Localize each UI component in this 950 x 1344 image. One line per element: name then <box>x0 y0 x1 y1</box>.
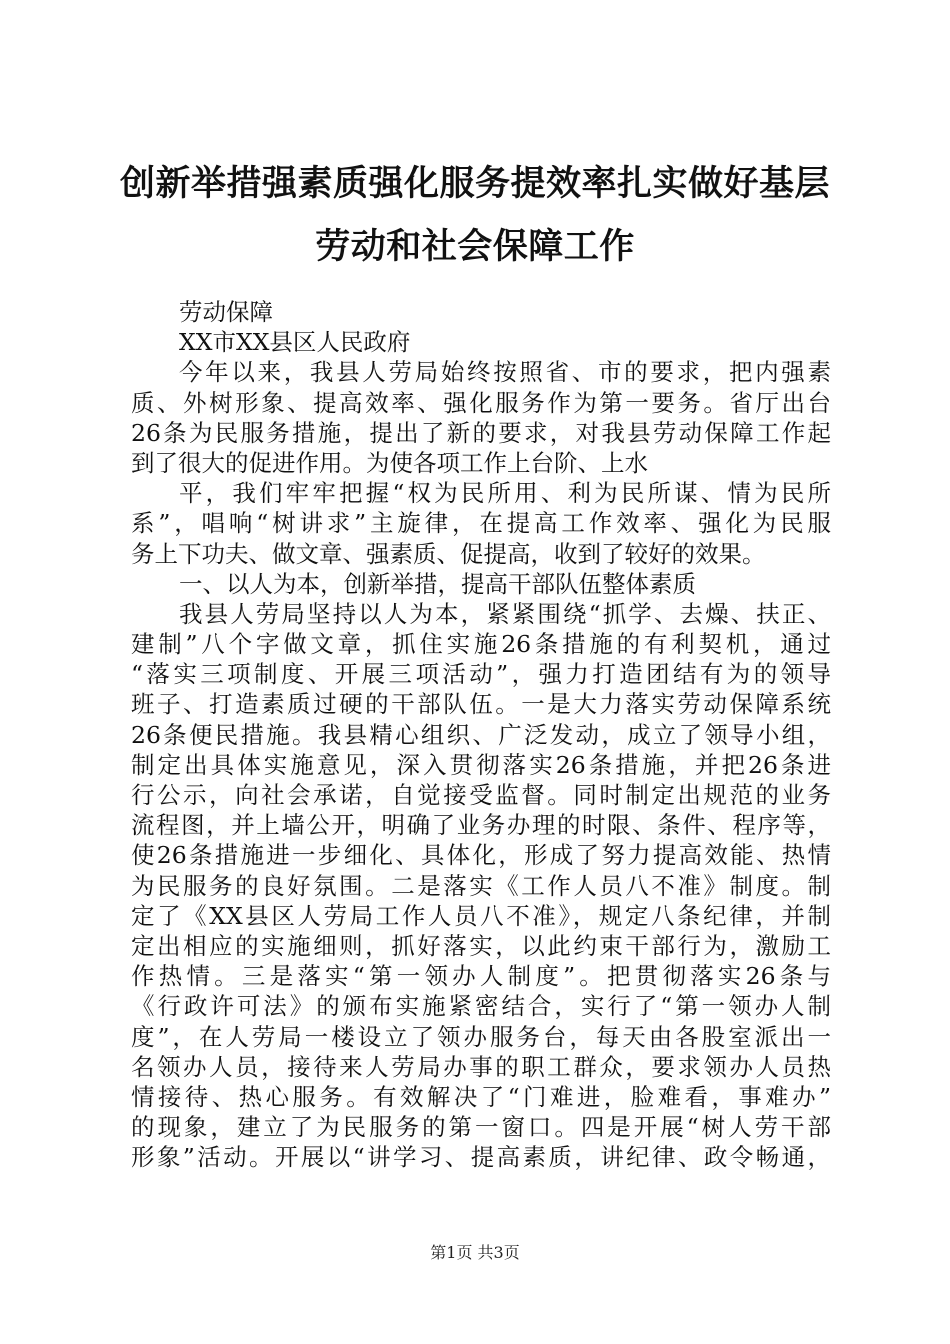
body-line: 今年以来，我县人劳局始终按照省、市的要求，把内强素 <box>179 358 831 387</box>
body-line: 情接待、热心服务。有效解决了“门难进，脸难看，事难办” <box>131 1082 831 1111</box>
body-line: 一、以人为本，创新举措，提高干部队伍整体素质 <box>179 569 696 598</box>
body-line: 我县人劳局坚持以人为本，紧紧围绕“抓学、去燥、扶正、 <box>179 599 831 628</box>
body-line: 名领办人员，接待来人劳局办事的职工群众，要求领办人员热 <box>131 1052 831 1081</box>
body-line: “落实三项制度、开展三项活动”，强力打造团结有为的领导 <box>131 660 831 689</box>
body-line: XX市XX县区人民政府 <box>179 328 411 357</box>
body-line: 到了很大的促进作用。为使各项工作上台阶、上水 <box>131 448 648 477</box>
body-line: 使26条措施进一步细化、具体化，形成了努力提高效能、热情 <box>131 841 831 870</box>
document-body <box>131 297 831 1172</box>
body-line: 度”，在人劳局一楼设立了领办服务台，每天由各股室派出一 <box>131 1022 831 1051</box>
document-title-line-2: 劳动和社会保障工作 <box>315 227 635 267</box>
body-line: 的现象，建立了为民服务的第一窗口。四是开展“树人劳干部 <box>131 1113 831 1142</box>
body-line: 作热情。三是落实“第一领办人制度”。把贯彻落实26条与 <box>131 962 831 991</box>
body-line: 26条为民服务措施，提出了新的要求，对我县劳动保障工作起 <box>131 418 831 447</box>
body-line: 制定出具体实施意见，深入贯彻落实26条措施，并把26条进 <box>131 750 831 779</box>
body-line: 系”，唱响“树讲求”主旋律，在提高工作效率、强化为民服 <box>131 509 831 538</box>
page-footer: 第1页 共3页 <box>430 1243 520 1262</box>
body-line: 质、外树形象、提高效率、强化服务作为第一要务。省厅出台 <box>131 388 831 417</box>
body-line: 定出相应的实施细则，抓好落实，以此约束干部行为，激励工 <box>131 931 831 960</box>
body-line: 为民服务的良好氛围。二是落实《工作人员八不准》制度。制 <box>131 871 831 900</box>
body-line: 行公示，向社会承诺，自觉接受监督。同时制定出规范的业务 <box>131 781 831 809</box>
body-line: 班子、打造素质过硬的干部队伍。一是大力落实劳动保障系统 <box>131 690 831 719</box>
body-line: 定了《XX县区人劳局工作人员八不准》，规定八条纪律，并制 <box>131 901 831 930</box>
body-line: 务上下功夫、做文章、强素质、促提高，收到了较好的效果。 <box>131 539 766 568</box>
body-line: 26条便民措施。我县精心组织、广泛发动，成立了领导小组， <box>131 720 831 749</box>
body-line: 平，我们牢牢把握“权为民所用、利为民所谋、情为民所 <box>179 479 831 508</box>
body-line: 《行政许可法》的颁布实施紧密结合，实行了“第一领办人制 <box>131 992 831 1021</box>
body-line: 流程图，并上墙公开，明确了业务办理的时限、条件、程序等， <box>131 811 831 840</box>
body-line: 劳动保障 <box>179 298 273 326</box>
document-title-line-1: 创新举措强素质强化服务提效率扎实做好基层 <box>119 164 830 204</box>
body-line: 形象”活动。开展以“讲学习、提高素质，讲纪律、政令畅通， <box>131 1143 831 1172</box>
body-line: 建制”八个字做文章，抓住实施26条措施的有利契机，通过 <box>131 630 831 659</box>
